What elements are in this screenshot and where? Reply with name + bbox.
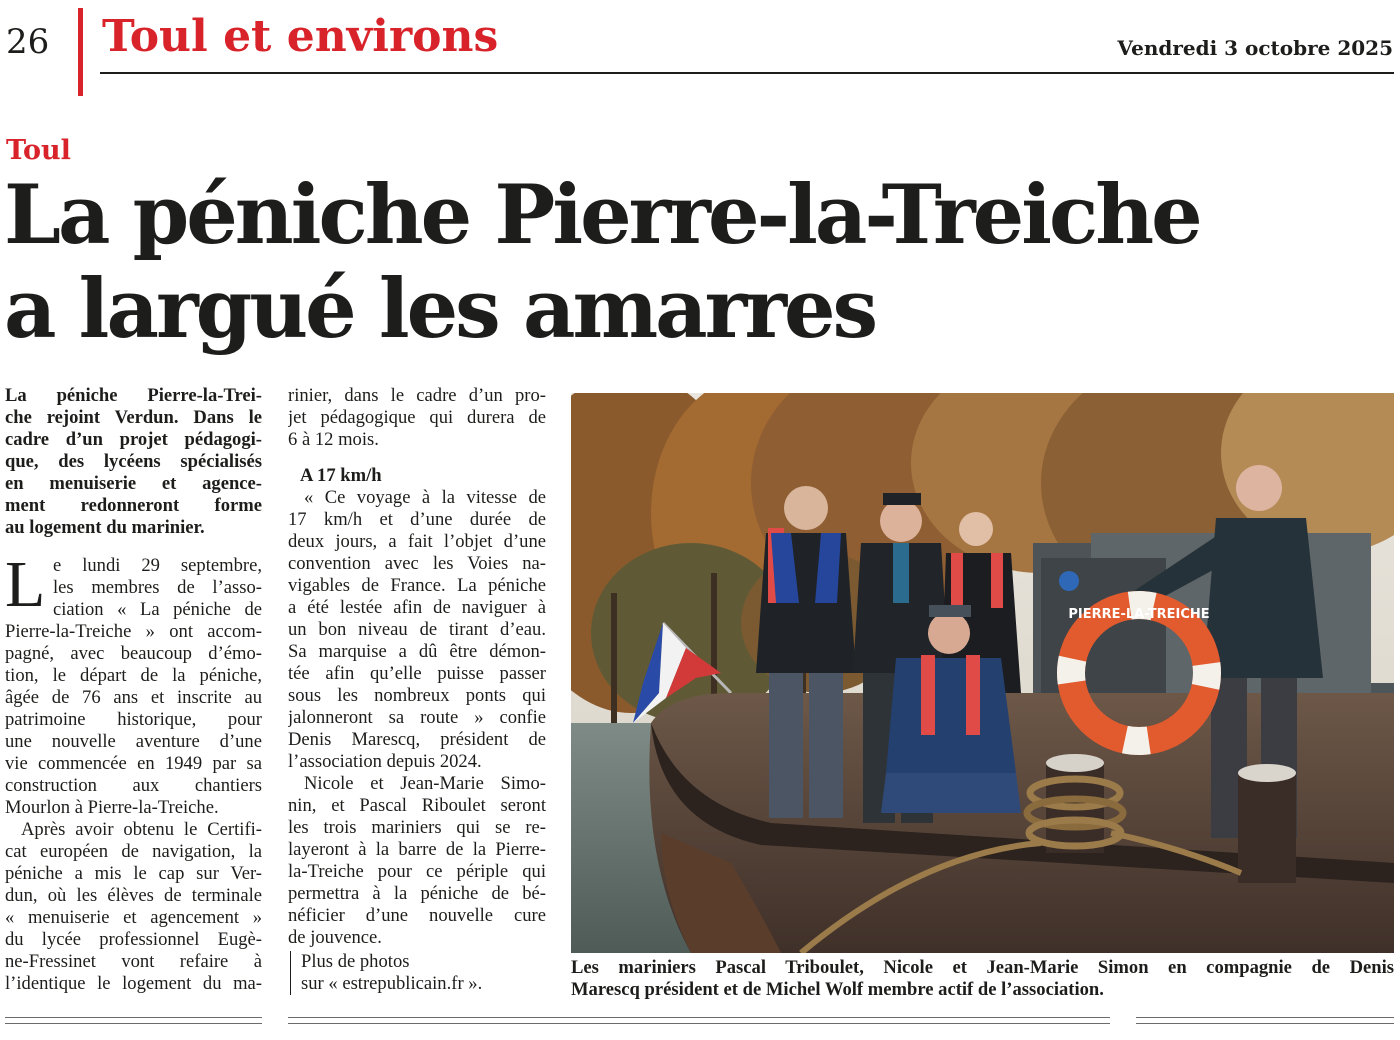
text-line: rinier, dans le cadre d’un pro- [288,385,546,406]
text-line: de jouvence. [288,927,382,948]
text-line: un bon niveau de tirant d’eau. [288,619,546,640]
text-line: convention avec les Voies na- [288,553,546,574]
article-photo [571,393,1394,953]
text-line: jalonneront sa route » confie [288,707,546,728]
text-line: pagné, avec beaucoup d’émo- [5,643,262,664]
text-line: les trois mariniers qui se re- [288,817,546,838]
paragraph-1 [5,548,262,819]
text-line: jet pédagogique qui durera de [288,407,546,428]
text-line: ne-Fressinet vont refaire à [5,951,262,972]
issue-date: Vendredi 3 octobre 2025 [1117,36,1393,60]
text-line: ciation « La péniche de [53,599,262,620]
bottom-rule [1136,1017,1394,1018]
drop-cap: L [5,548,46,621]
text-line: construction aux chantiers [5,775,262,796]
text-line: cat européen de navigation, la [5,841,262,862]
text-line: une nouvelle aventure d’une [5,731,262,752]
text-line: l’association depuis 2024. [288,751,482,772]
article-lede [5,385,262,539]
text-line: Les mariniers Pascal Triboulet, Nicole et Jean-Marie Simon en compagnie de Denis [571,957,1394,978]
text-line: Marescq président et de Michel Wolf membre actif de l’association. [571,979,1104,1000]
text-line: permettra à la péniche de bé- [288,883,546,904]
paragraph-4 [288,487,546,773]
text-line: nin, et Pascal Riboulet seront [288,795,546,816]
text-line: vie commencée en 1949 par sa [5,753,262,774]
text-line: deux jours, a fait l’objet d’une [288,531,546,552]
bottom-rule [5,1023,262,1024]
text-line: patrimoine historique, pour [5,709,262,730]
text-line: 17 km/h et d’une durée de [288,509,546,530]
header-accent-bar [78,8,83,96]
text-line: 6 à 12 mois. [288,429,379,450]
text-line: che rejoint Verdun. Dans le [5,407,262,428]
lifebuoy-label: PIERRE-LA-TREICHE [1068,607,1210,622]
text-line: péniche a mis le cap sur Ver- [5,863,262,884]
text-line: layeront à la barre de la Pierre- [288,839,546,860]
text-line: l’identique le logement du ma- [5,973,262,994]
section-title: Toul et environs [102,11,499,62]
photo-caption [571,957,1394,1001]
text-line: que, des lycéens spécialisés [5,451,262,472]
text-line: Nicole et Jean-Marie Simo- [304,773,546,794]
header-rule [100,72,1394,74]
text-line: vigables de France. La péniche [288,575,546,596]
paragraph-2 [5,819,262,995]
text-column-2 [288,385,546,995]
text-line: « Ce voyage à la vitesse de [304,487,546,508]
text-line: tion, le départ de la péniche, [5,665,262,686]
paragraph-3 [288,385,546,451]
bottom-rule [1136,1023,1394,1024]
article-subhead: A 17 km/h [300,465,382,486]
bottom-rule [288,1023,1110,1024]
bottom-rule [5,1017,262,1018]
text-line: a été lestée afin de naviguer à [288,597,546,618]
text-line: néficier d’une nouvelle cure [288,905,546,926]
text-line: au logement du marinier. [5,517,205,538]
headline-line: La péniche Pierre-la-Treiche [4,168,1200,263]
text-line: Denis Marescq, président de [288,729,546,750]
page-number: 26 [6,22,50,62]
text-line: e lundi 29 septembre, [53,555,262,576]
text-line: Sa marquise a dû être démon- [288,641,546,662]
text-line: sous les nombreux ponts qui [288,685,546,706]
text-line: Après avoir obtenu le Certifi- [21,819,262,840]
text-line: Plus de photos [301,951,410,972]
text-line: tée afin qu’elle puisse passer [288,663,546,684]
text-line: cadre d’un projet pédagogi- [5,429,262,450]
article-kicker: Toul [6,135,71,166]
paragraph-5 [288,773,546,949]
text-column-1 [5,385,262,995]
headline-line: a largué les amarres [4,262,876,357]
text-line: en menuiserie et agence- [5,473,262,494]
text-line: Pierre-la-Treiche » ont accom- [5,621,262,642]
text-line: la-Treiche pour ce périple qui [288,861,546,882]
text-line: « menuiserie et agencement » [5,907,262,928]
bottom-rule [288,1017,1110,1018]
text-line: sur « estrepublicain.fr ». [301,973,483,994]
text-line: les membres de l’asso- [53,577,262,598]
text-line: Mourlon à Pierre-la-Treiche. [5,797,219,818]
more-photos-link[interactable] [290,951,546,995]
text-line: âgée de 76 ans et inscrite au [5,687,262,708]
text-line: ment redonneront forme [5,495,262,516]
text-line: dun, où les élèves de terminale [5,885,262,906]
text-line: du lycée professionnel Eugè- [5,929,262,950]
text-line: La péniche Pierre-la-Trei- [5,385,262,406]
boat-crew-photo [571,393,1394,953]
